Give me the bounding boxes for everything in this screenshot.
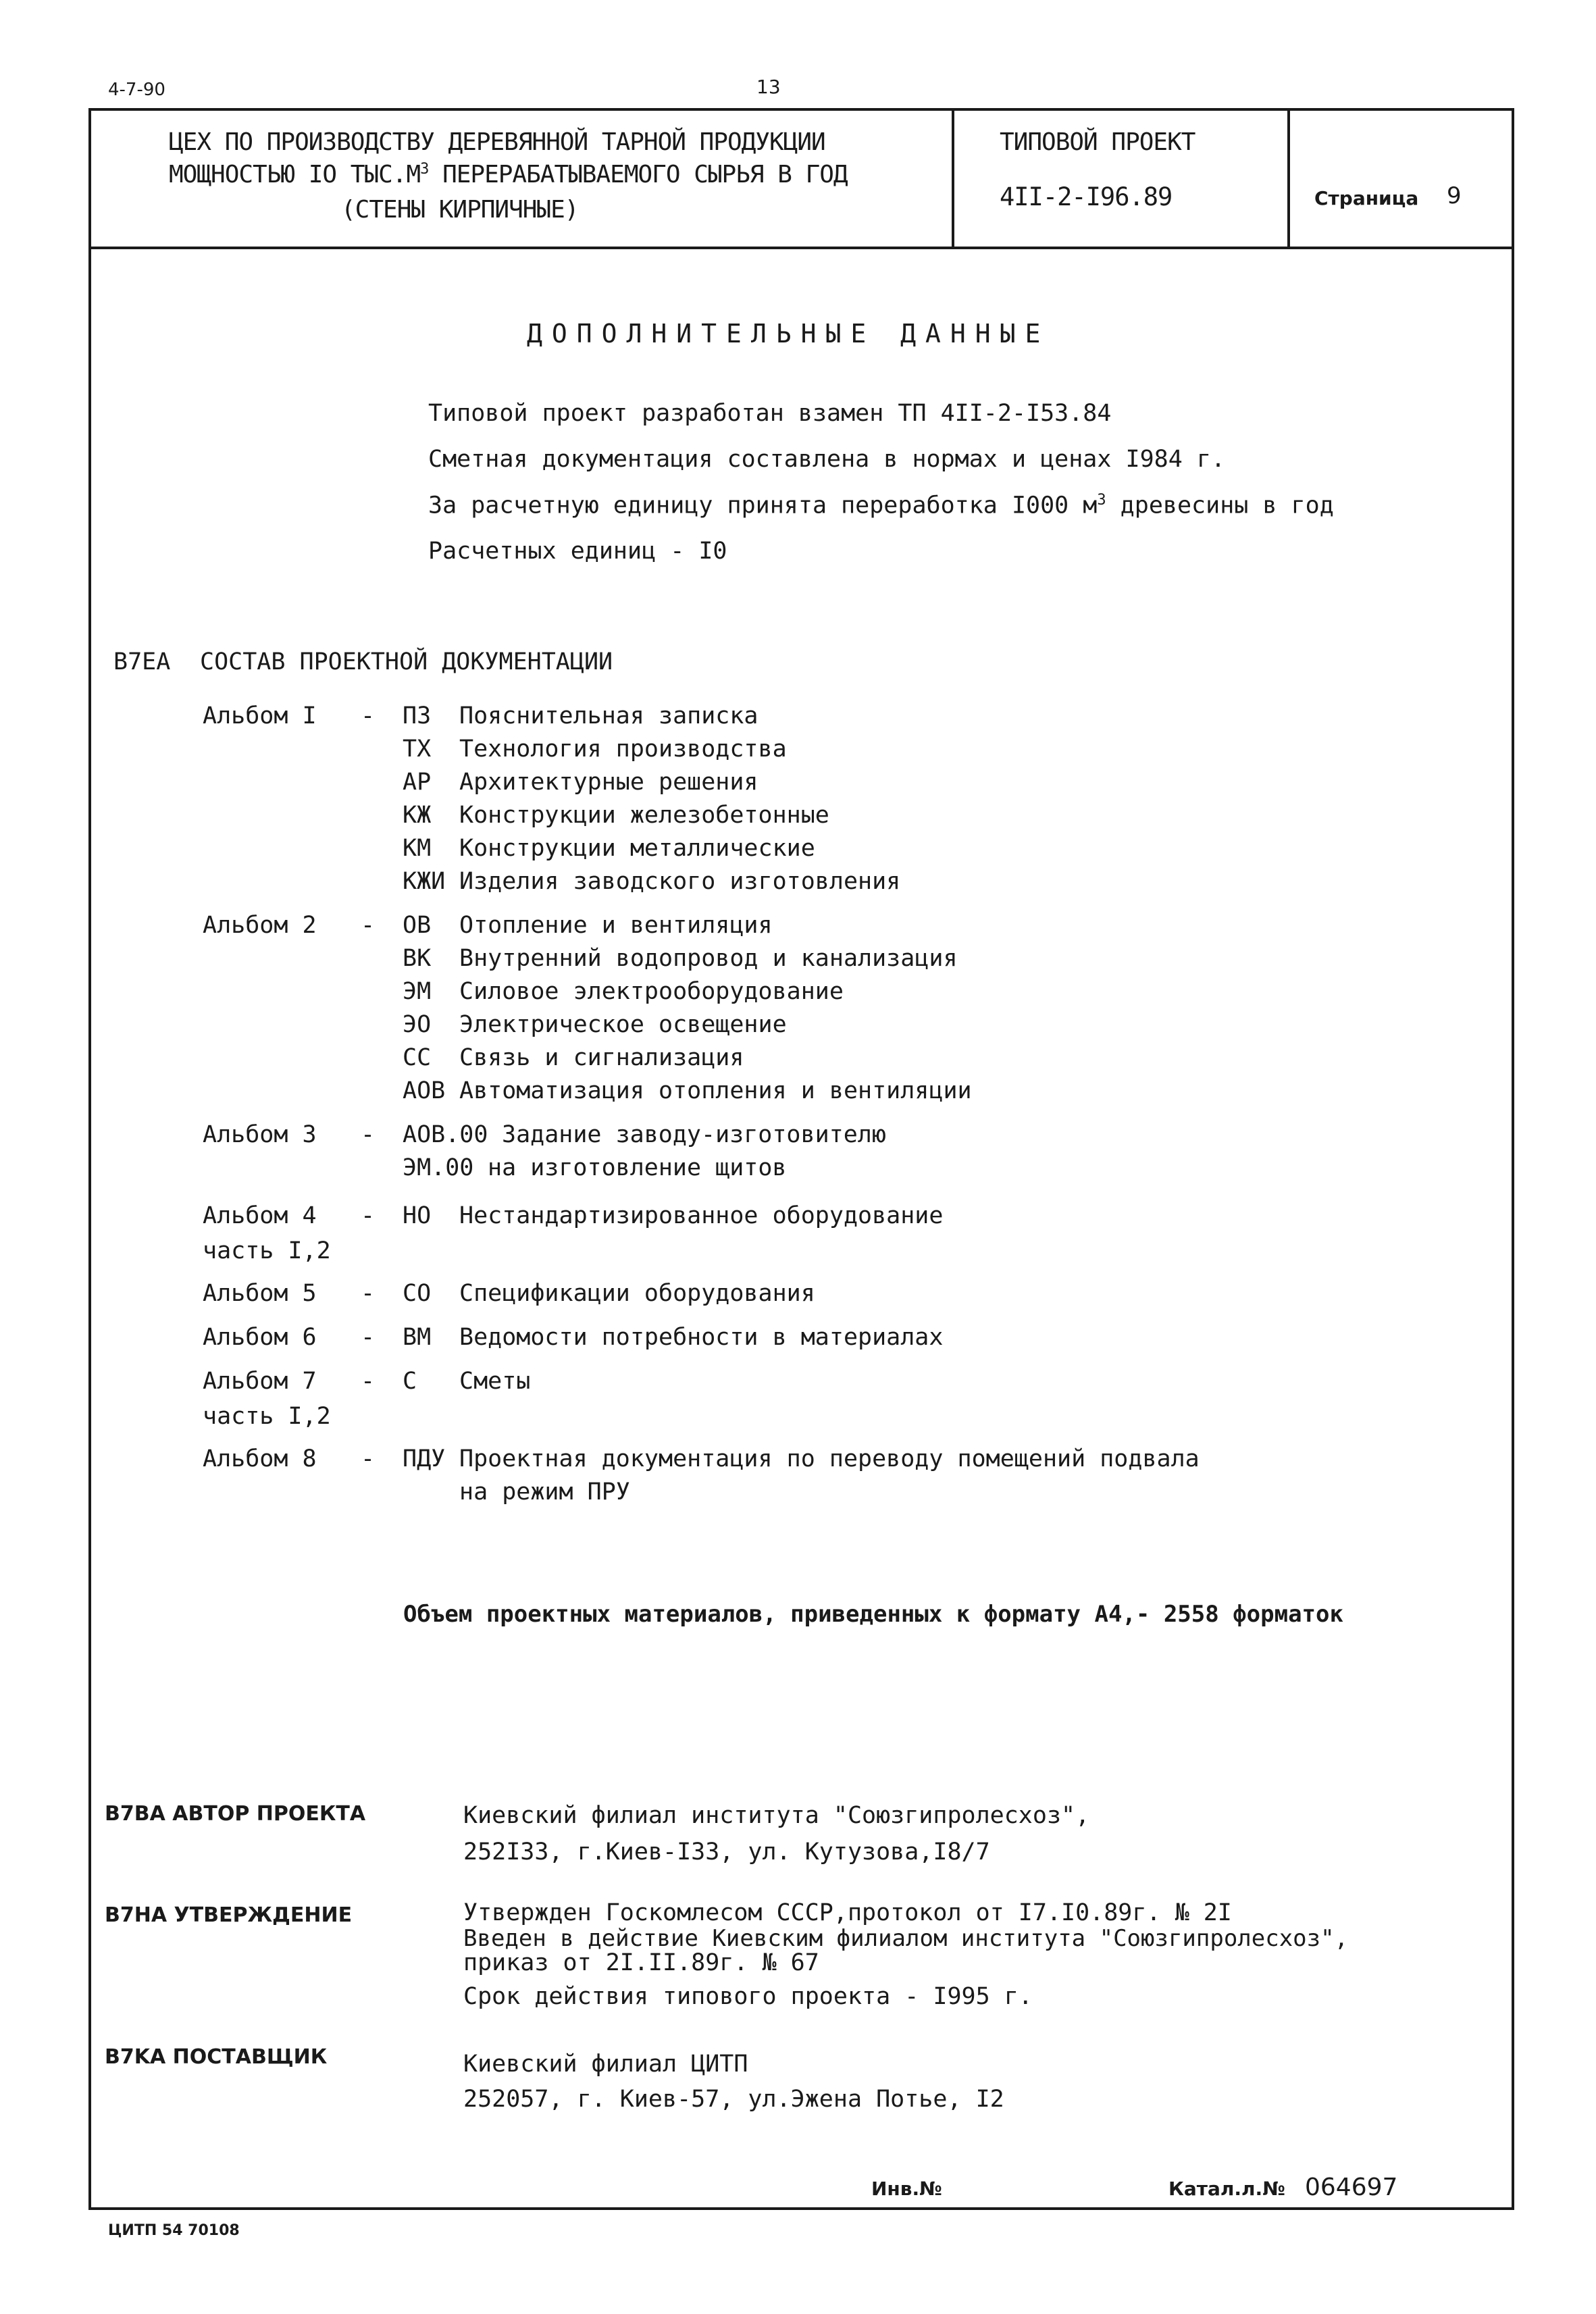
- document-code: АОВ: [403, 1077, 446, 1104]
- approval-line-3: приказ от 2I.II.89г. № 67: [463, 1949, 819, 1976]
- page-label: Страница: [1314, 187, 1419, 209]
- additional-line-2: Сметная документация составлена в нормах и ценах I984 г.: [428, 446, 1226, 473]
- document-title: Задание заводу-изготовителю: [502, 1121, 886, 1148]
- document-code: ЭМ: [403, 978, 432, 1005]
- album-dash: -: [361, 702, 376, 729]
- document-title: Проектная документация по переводу помещений подвала: [459, 1445, 1200, 1472]
- project-number: 4II-2-I96.89: [1000, 182, 1173, 211]
- document-code: КЖИ: [403, 868, 446, 895]
- document-code: СО: [403, 1280, 432, 1307]
- document-code: ПДУ: [403, 1445, 446, 1472]
- author-label: B7BA АВТОР ПРОЕКТА: [105, 1802, 366, 1826]
- document-title: Изделия заводского изготовления: [459, 868, 901, 895]
- document-title: Пояснительная записка: [459, 702, 758, 729]
- supplier-line-1: Киевский филиал ЦИТП: [463, 2051, 748, 2078]
- supplier-label: B7KA ПОСТАВЩИК: [105, 2045, 328, 2069]
- print-code: ЦИТП 54 70108: [108, 2222, 240, 2239]
- document-code: НО: [403, 1202, 432, 1229]
- approval-line-1: Утвержден Госкомлесом СССР,протокол от I7.I0.89г. № 2I: [463, 1899, 1232, 1926]
- document-code: КЖ: [403, 802, 432, 829]
- album-part: часть I,2: [203, 1237, 331, 1264]
- document-code: ВМ: [403, 1324, 432, 1351]
- album-label: Альбом 8: [203, 1445, 317, 1472]
- document-title: на режим ПРУ: [459, 1479, 630, 1506]
- document-title: Электрическое освещение: [459, 1011, 787, 1038]
- album-label: Альбом 6: [203, 1324, 317, 1351]
- inventory-label: Инв.№: [871, 2178, 942, 2200]
- page-value: 9: [1447, 182, 1462, 209]
- document-title: Конструкции металлические: [459, 835, 815, 862]
- document-code: ОВ: [403, 912, 432, 939]
- album-dash: -: [361, 1324, 376, 1351]
- additional-line-1: Типовой проект разработан взамен ТП 4II-2-I53.84: [428, 400, 1112, 427]
- album-dash: -: [361, 1121, 376, 1148]
- composition-code: B7EA: [113, 648, 171, 675]
- composition-title: СОСТАВ ПРОЕКТНОЙ ДОКУМЕНТАЦИИ: [200, 648, 613, 675]
- album-part: часть I,2: [203, 1403, 331, 1430]
- author-line-2: 252I33, г.Киев-I33, ул. Кутузова,I8/7: [463, 1839, 990, 1866]
- document-code: ТХ: [403, 736, 432, 763]
- document-title: Автоматизация отопления и вентиляции: [459, 1077, 972, 1104]
- approval-line-4: Срок действия типового проекта - I995 г.: [463, 1983, 1033, 2010]
- document-title: Отопление и вентиляция: [459, 912, 773, 939]
- supplier-line-2: 252057, г. Киев-57, ул.Эжена Потье, I2: [463, 2086, 1004, 2113]
- header-title-line1: ЦЕХ ПО ПРОИЗВОДСТВУ ДЕРЕВЯННОЙ ТАРНОЙ ПРОДУКЦИИ: [169, 128, 825, 156]
- document-code: ЭМ.00: [403, 1154, 474, 1181]
- album-label: Альбом 7: [203, 1368, 317, 1395]
- document-code: С: [403, 1368, 417, 1395]
- document-code: ВК: [403, 945, 432, 972]
- approval-label: B7HA УТВЕРЖДЕНИЕ: [105, 1903, 353, 1927]
- document-title: Нестандартизированное оборудование: [459, 1202, 944, 1229]
- document-title: Внутренний водопровод и канализация: [459, 945, 958, 972]
- album-label: Альбом 3: [203, 1121, 317, 1148]
- volume-note: Объем проектных материалов, приведенных к формату А4,- 2558 форматок: [403, 1601, 1343, 1628]
- document-title: Архитектурные решения: [459, 769, 758, 796]
- document-code: ПЗ: [403, 702, 432, 729]
- document-code: АР: [403, 769, 432, 796]
- document-code: АОВ.00: [403, 1121, 488, 1148]
- album-dash: -: [361, 1445, 376, 1472]
- author-line-1: Киевский филиал института "Союзгипролесхоз",: [463, 1802, 1090, 1829]
- document-title: Связь и сигнализация: [459, 1044, 744, 1071]
- document-title: Конструкции железобетонные: [459, 802, 829, 829]
- project-label: ТИПОВОЙ ПРОЕКТ: [1000, 128, 1195, 156]
- catalog-label: Катал.л.№: [1168, 2178, 1285, 2200]
- catalog-value: 064697: [1305, 2174, 1398, 2201]
- album-dash: -: [361, 912, 376, 939]
- album-label: Альбом 5: [203, 1280, 317, 1307]
- additional-line-3: За расчетную единицу принята переработка I000 $м^3$ древесины в год: [428, 492, 1334, 519]
- document-title: Спецификации оборудования: [459, 1280, 815, 1307]
- album-label: Альбом 4: [203, 1202, 317, 1229]
- header-col-divider-1: [952, 108, 954, 248]
- header-col-divider-2: [1287, 108, 1290, 248]
- album-dash: -: [361, 1280, 376, 1307]
- document-code: 4-7-90: [108, 80, 165, 100]
- document-code: СС: [403, 1044, 432, 1071]
- document-title: на изготовление щитов: [488, 1154, 787, 1181]
- album-label: Альбом I: [203, 702, 317, 729]
- album-label: Альбом 2: [203, 912, 317, 939]
- additional-line-4: Расчетных единиц - I0: [428, 538, 727, 565]
- header-title-line3: (СТЕНЫ КИРПИЧНЫЕ): [341, 196, 579, 224]
- album-dash: -: [361, 1368, 376, 1395]
- approval-line-2: Введен в действие Киевским филиалом института "Союзгипролесхоз",: [463, 1925, 1349, 1952]
- document-title: Ведомости потребности в материалах: [459, 1324, 944, 1351]
- page-number: 13: [756, 76, 781, 98]
- document-code: ЭО: [403, 1011, 432, 1038]
- header-divider: [88, 247, 1514, 249]
- header-title-line2: МОЩНОСТЬЮ IO $ТЫС.М^3$ ПЕРЕРАБАТЫВАЕМОГО СЫРЬЯ В ГОД: [169, 161, 848, 188]
- document-title: Сметы: [459, 1368, 531, 1395]
- album-dash: -: [361, 1202, 376, 1229]
- section-heading-additional: ДОПОЛНИТЕЛЬНЫЕ ДАННЫЕ: [527, 319, 1050, 349]
- document-code: КМ: [403, 835, 432, 862]
- document-title: Силовое электрооборудование: [459, 978, 844, 1005]
- document-title: Технология производства: [459, 736, 787, 763]
